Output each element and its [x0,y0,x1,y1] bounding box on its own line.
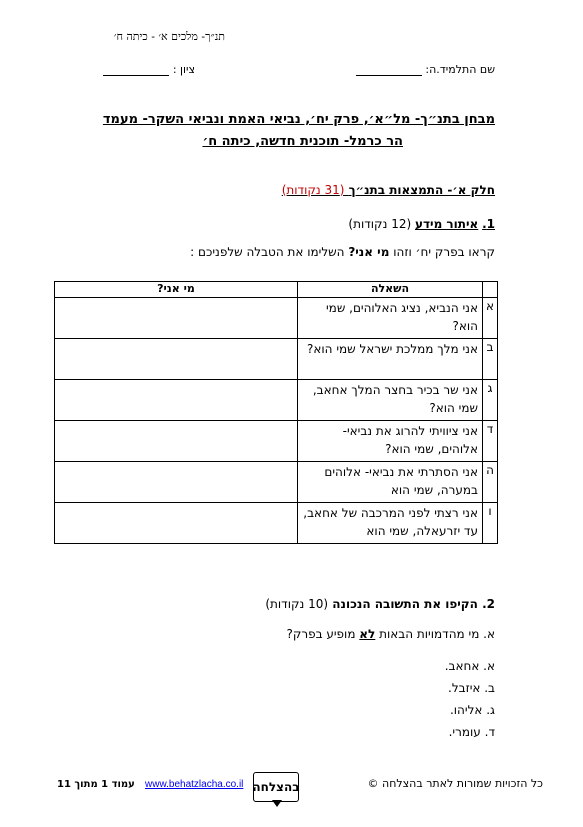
row-question: אני ציוויתי להרוג את נביאי- אלוהים, שמי הוא? [298,421,483,462]
table-header-letter [483,282,498,298]
table-header-question: השאלה [298,282,483,298]
question2-number: 2. [482,597,495,611]
option-item[interactable]: ג. אליהו. [449,703,495,717]
instruction-pre: קראו בפרק יח׳ וזהו [393,245,495,259]
grade-line [103,75,169,76]
option-item[interactable]: א. אחאב. [444,659,495,673]
header-subject: תנ״ך- מלכים א׳ - כיתה ח׳ [113,30,225,43]
question1-label: איתור מידע [414,217,479,231]
footer-url-link[interactable]: www.behatzlacha.co.il [145,779,244,790]
instruction-post: השלימו את הטבלה שלפניכם : [190,245,345,259]
grade-field [103,63,195,76]
question2-heading [265,597,495,611]
table-row [55,339,498,380]
row-answer-cell[interactable] [55,339,298,380]
row-question: אני מלך ממלכת ישראל שמי הוא? [298,339,483,380]
table-row [55,503,498,544]
page-number: עמוד 1 מתוך 11 [57,779,135,790]
row-letter: ו [483,503,498,544]
student-name-label: שם התלמיד.ה: [425,63,495,76]
q2a-post: מופיע בפרק? [286,627,356,641]
question1-points: (12 נקודות) [348,217,412,231]
question2a-prompt [286,627,495,641]
row-answer-cell[interactable] [55,380,298,421]
grade-label: ציון : [172,63,195,76]
part-a-heading [282,183,495,197]
footer-copyright: כל הזכויות שמורות לאתר בהצלחה © [367,777,543,790]
row-letter: א [483,298,498,339]
question2-label: הקיפו את התשובה הנכונה [332,597,478,611]
table-row [55,462,498,503]
row-question: אני הסתרתי את נביאי- אלוהים במערה, שמי הוא [298,462,483,503]
table-row [55,421,498,462]
row-question: אני שר בכיר בחצר המלך אחאב, שמי הוא? [298,380,483,421]
table-header-answer: מי אני? [55,282,298,298]
part-a-points: (31 נקודות) [281,183,345,197]
q2a-pre: א. מי מהדמויות הבאות [379,627,495,641]
logo-speech-tail-icon [272,800,282,807]
student-name-field [356,63,495,76]
option-item[interactable]: ב. איזבל. [448,681,495,695]
part-a-label: חלק א׳- התמצאות בתנ״ך [348,183,495,197]
answer-options [445,655,495,743]
instruction-bold: מי אני? [348,245,390,259]
row-letter: ה [483,462,498,503]
row-answer-cell[interactable] [55,462,298,503]
question1-number: 1. [482,217,495,231]
row-letter: ד [483,421,498,462]
site-logo: בהצלחה [253,772,299,802]
table-row [55,380,498,421]
exam-title-line1: מבחן בתנ״ך- מל״א׳, פרק יח׳, נביאי האמת ונביאי השקר- מעמד [102,112,495,127]
row-answer-cell[interactable] [55,298,298,339]
row-answer-cell[interactable] [55,421,298,462]
q2a-underline: לא [359,627,376,641]
row-question: אני רצתי לפני המרכבה של אחאב, עד יזרעאלה, שמי הוא [298,503,483,544]
row-letter: ב [483,339,498,380]
table-row [55,298,498,339]
who-am-i-table [54,281,498,544]
question2-points: (10 נקודות) [265,597,329,611]
option-item[interactable]: ד. עומרי. [448,725,495,739]
question1-heading [348,217,495,231]
question1-instruction [190,245,495,259]
row-question: אני הנביא, נציג האלוהים, שמי הוא? [298,298,483,339]
row-answer-cell[interactable] [55,503,298,544]
row-letter: ג [483,380,498,421]
exam-title-line2: הר כרמל- תוכנית חדשה, כיתה ח׳ [202,134,403,149]
student-name-line [356,75,422,76]
